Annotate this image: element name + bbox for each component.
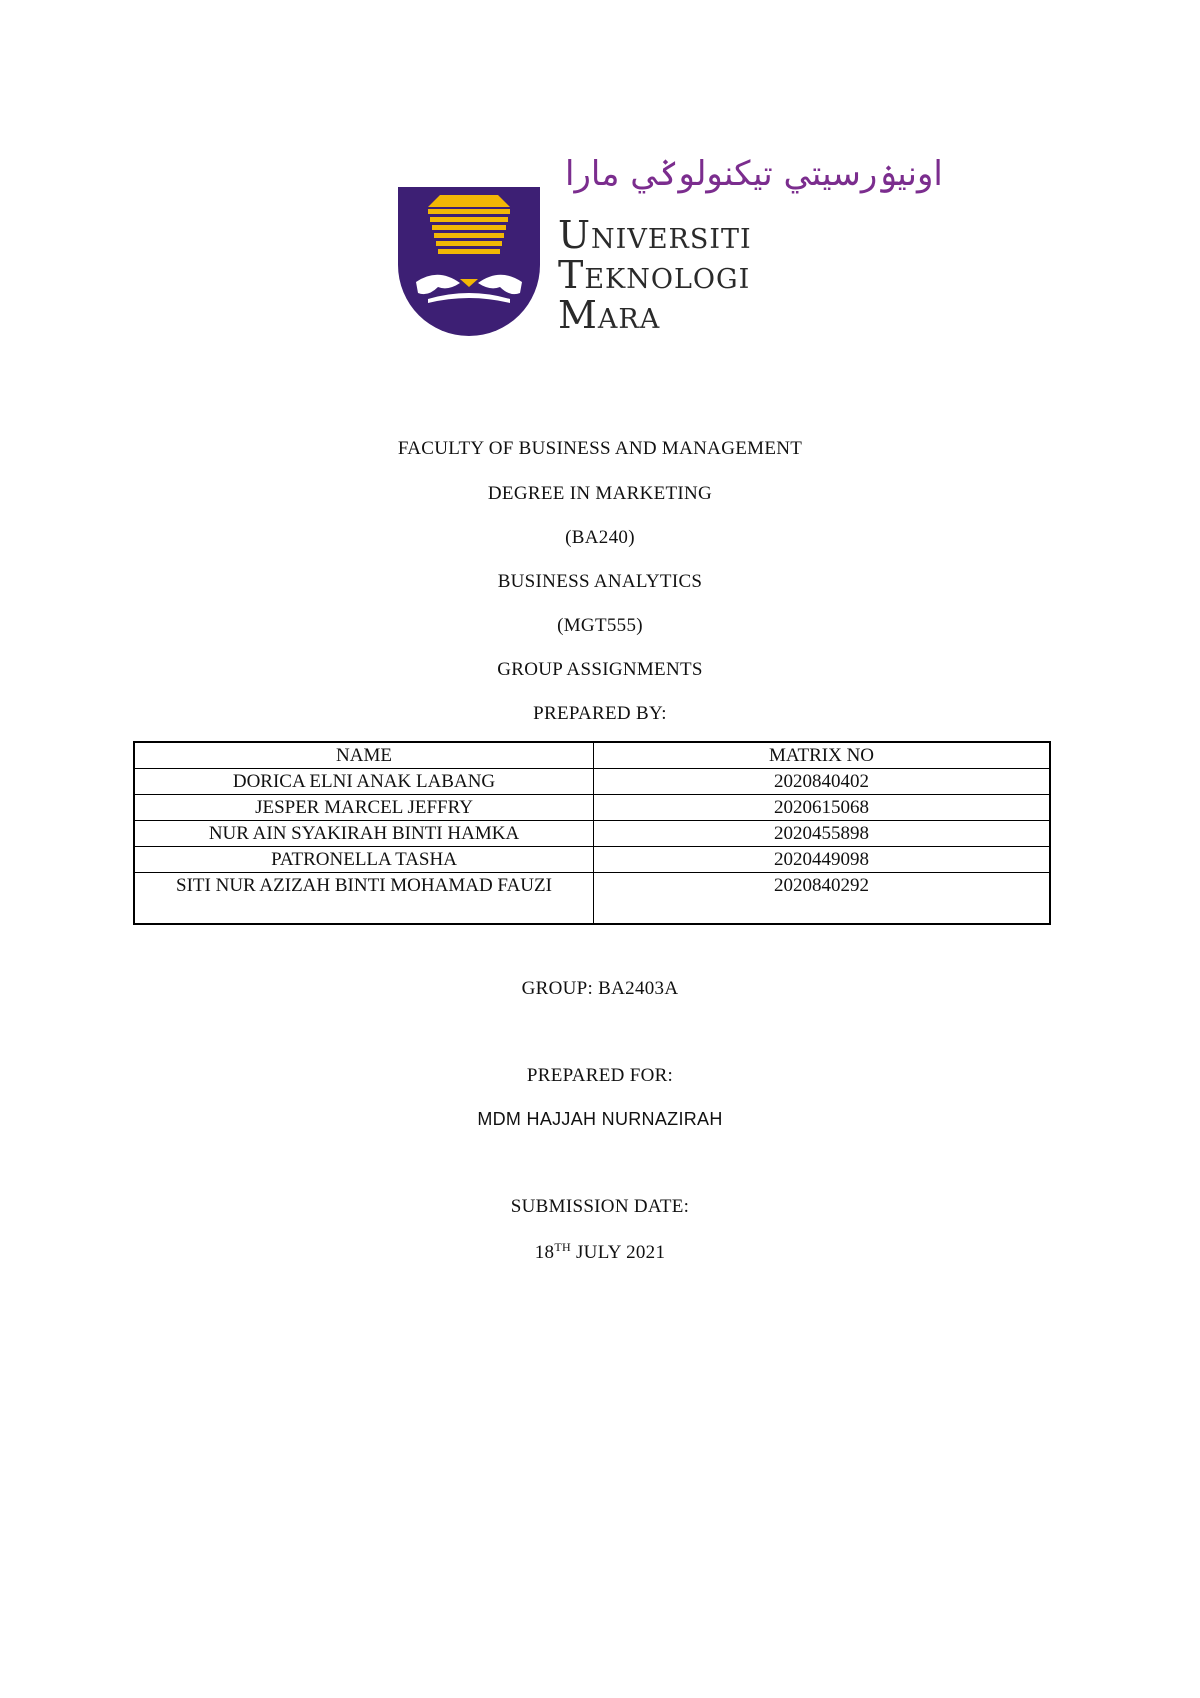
wordmark-line-2: Teknologi xyxy=(558,253,751,297)
lecturer-name: MDM HAJJAH NURNAZIRAH xyxy=(477,1109,723,1129)
university-wordmark xyxy=(558,215,752,335)
university-logo xyxy=(360,145,943,375)
member-name: SITI NUR AZIZAH BINTI MOHAMAD FAUZI xyxy=(134,873,594,925)
table-row xyxy=(134,821,1050,847)
assignment-title: GROUP ASSIGNMENTS xyxy=(497,659,703,680)
degree-title: DEGREE IN MARKETING xyxy=(487,483,713,504)
column-header-matrix: MATRIX NO xyxy=(594,742,1051,769)
table-row xyxy=(134,847,1050,873)
table-row xyxy=(134,873,1050,925)
member-name: PATRONELLA TASHA xyxy=(134,847,594,873)
member-name: NUR AIN SYAKIRAH BINTI HAMKA xyxy=(134,821,594,847)
wordmark-line-1: Universiti xyxy=(558,213,752,257)
table-header-row xyxy=(134,742,1050,769)
member-matrix: 2020840292 xyxy=(594,873,1051,925)
wordmark-line-3: Mara xyxy=(558,293,661,337)
university-crest-icon xyxy=(398,187,548,347)
members-table xyxy=(133,741,1051,925)
degree-code: (BA240) xyxy=(565,527,635,548)
column-header-name: NAME xyxy=(134,742,594,769)
course-code: (MGT555) xyxy=(557,615,643,636)
course-title: BUSINESS ANALYTICS xyxy=(497,571,703,592)
member-name: JESPER MARCEL JEFFRY xyxy=(134,795,594,821)
submission-date xyxy=(0,1240,1200,1264)
member-matrix: 2020615068 xyxy=(594,795,1051,821)
prepared-for-label: PREPARED FOR: xyxy=(526,1065,674,1086)
member-name: DORICA ELNI ANAK LABANG xyxy=(134,769,594,795)
table-row xyxy=(134,769,1050,795)
jawi-university-name: اونيۏرسيتي تيكنولوݢي مارا xyxy=(565,154,943,194)
group-code: GROUP: BA2403A xyxy=(521,978,679,999)
member-matrix: 2020455898 xyxy=(594,821,1051,847)
submission-day: 18 xyxy=(534,1242,555,1263)
member-matrix: 2020840402 xyxy=(594,769,1051,795)
prepared-by-label: PREPARED BY: xyxy=(533,703,667,724)
table-row xyxy=(134,795,1050,821)
faculty-title: FACULTY OF BUSINESS AND MANAGEMENT xyxy=(397,438,803,459)
submission-day-suffix: TH xyxy=(554,1240,571,1254)
member-matrix: 2020449098 xyxy=(594,847,1051,873)
submission-month-year: JULY 2021 xyxy=(570,1242,666,1263)
submission-date-label: SUBMISSION DATE: xyxy=(510,1196,690,1217)
